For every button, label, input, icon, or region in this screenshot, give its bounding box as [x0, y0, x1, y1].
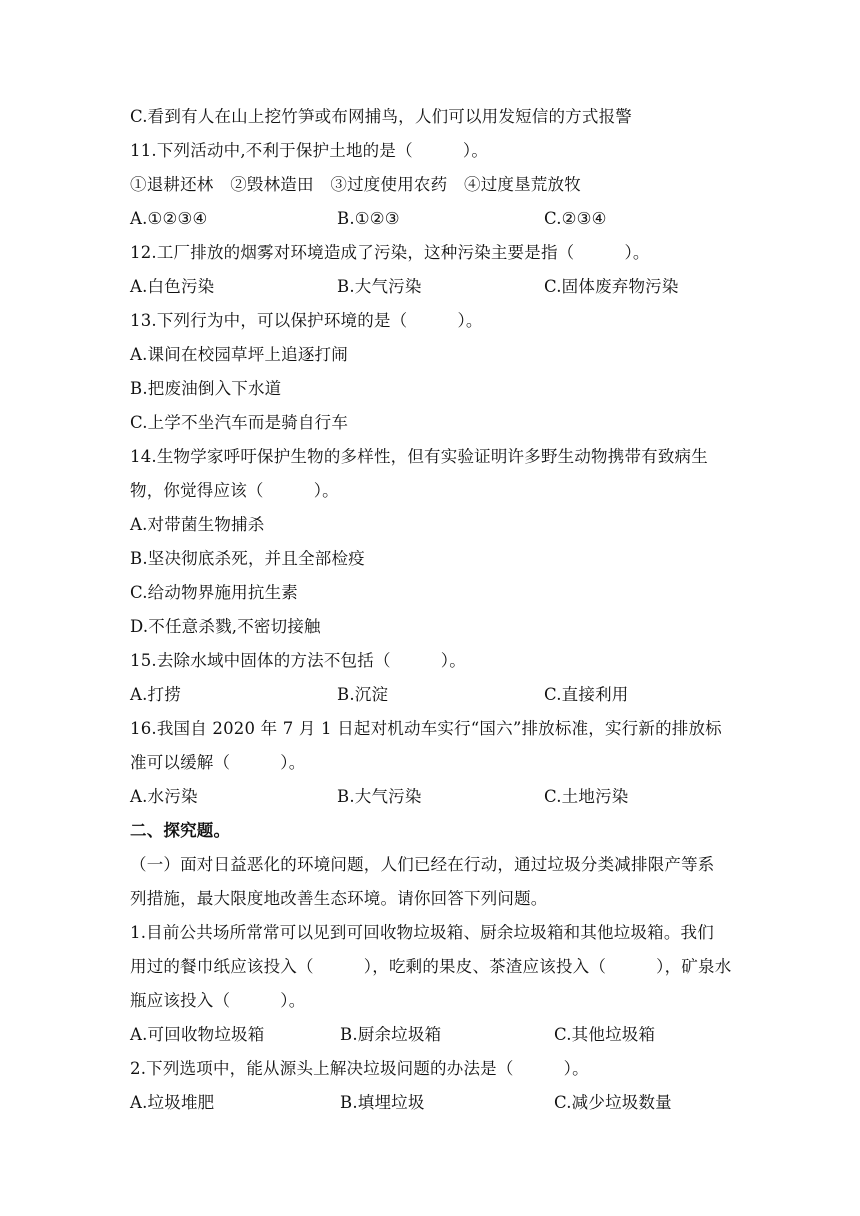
- q16-stem-line1: 16.我国自 2020 年 7 月 1 日起对机动车实行“国六”排放标准，实行新的排放标: [130, 719, 722, 738]
- q12-option-a: A.白色污染: [130, 277, 215, 296]
- q14-option-d: D.不任意杀戮,不密切接触: [130, 617, 321, 636]
- q12-option-b: B.大气污染: [337, 277, 422, 296]
- q12-options: [130, 270, 730, 304]
- q11-option-a: A.①②③④: [130, 209, 208, 228]
- q13-option-c: C.上学不坐汽车而是骑自行车: [130, 413, 349, 432]
- q16-stem-line2: 准可以缓解（ ）。: [130, 753, 306, 772]
- p1-options: [130, 1018, 730, 1052]
- q13-stem: 13.下列行为中，可以保护环境的是（ ）。: [130, 311, 483, 330]
- q10-option-c: C.看到有人在山上挖竹笋或布网捕鸟，人们可以用发短信的方式报警: [130, 107, 632, 126]
- p1-option-c: C.其他垃圾箱: [554, 1025, 656, 1044]
- q14-stem-line1: 14.生物学家呼吁保护生物的多样性，但有实验证明许多野生动物携带有致病生: [130, 447, 708, 466]
- q11-option-c: C.②③④: [544, 209, 607, 228]
- p1-stem-line2: 用过的餐巾纸应该投入（ ），吃剩的果皮、茶渣应该投入（ ），矿泉水: [130, 957, 732, 976]
- p1-stem-line3: 瓶应该投入（ ）。: [130, 991, 306, 1010]
- q16-option-b: B.大气污染: [337, 787, 422, 806]
- q15-options: [130, 678, 730, 712]
- q15-stem: 15.去除水域中固体的方法不包括（ ）。: [130, 651, 466, 670]
- q14-option-a: A.对带菌生物捕杀: [130, 515, 265, 534]
- q11-option-b: B.①②③: [337, 209, 400, 228]
- q16-options: [130, 780, 730, 814]
- q13-option-b: B.把废油倒入下水道: [130, 379, 282, 398]
- q13-option-a: A.课间在校园草坪上追逐打闹: [130, 345, 348, 364]
- intro-line1: （一）面对日益恶化的环境问题，人们已经在行动，通过垃圾分类减排限产等系: [130, 855, 715, 874]
- q16-option-a: A.水污染: [130, 787, 198, 806]
- document-page: [130, 100, 730, 1120]
- q12-stem: 12.工厂排放的烟雾对环境造成了污染，这种污染主要是指（ ）。: [130, 243, 650, 262]
- p2-stem: 2.下列选项中，能从源头上解决垃圾问题的办法是（ ）。: [130, 1059, 589, 1078]
- section-2-title: 二、探究题。: [130, 821, 231, 840]
- q15-option-c: C.直接利用: [544, 685, 629, 704]
- p1-option-a: A.可回收物垃圾箱: [130, 1025, 265, 1044]
- p1-stem-line1: 1.目前公共场所常常可以见到可回收物垃圾箱、厨余垃圾箱和其他垃圾箱。我们: [130, 923, 714, 942]
- p1-option-b: B.厨余垃圾箱: [340, 1025, 442, 1044]
- q12-option-c: C.固体废弃物污染: [544, 277, 679, 296]
- q15-option-a: A.打捞: [130, 685, 181, 704]
- p2-option-b: B.填埋垃圾: [340, 1093, 425, 1112]
- q11-items: ①退耕还林 ②毁林造田 ③过度使用农药 ④过度垦荒放牧: [130, 175, 581, 194]
- q14-stem-line2: 物，你觉得应该（ ）。: [130, 481, 339, 500]
- q15-option-b: B.沉淀: [337, 685, 389, 704]
- intro-line2: 列措施，最大限度地改善生态环境。请你回答下列问题。: [130, 889, 548, 908]
- q11-stem: 11.下列活动中,不利于保护土地的是（ ）。: [130, 141, 489, 160]
- q14-option-b: B.坚决彻底杀死，并且全部检疫: [130, 549, 365, 568]
- q16-option-c: C.土地污染: [544, 787, 629, 806]
- q14-option-c: C.给动物界施用抗生素: [130, 583, 298, 602]
- p2-option-c: C.减少垃圾数量: [554, 1093, 672, 1112]
- p2-options: [130, 1086, 730, 1120]
- q11-options: [130, 202, 730, 236]
- p2-option-a: A.垃圾堆肥: [130, 1093, 215, 1112]
